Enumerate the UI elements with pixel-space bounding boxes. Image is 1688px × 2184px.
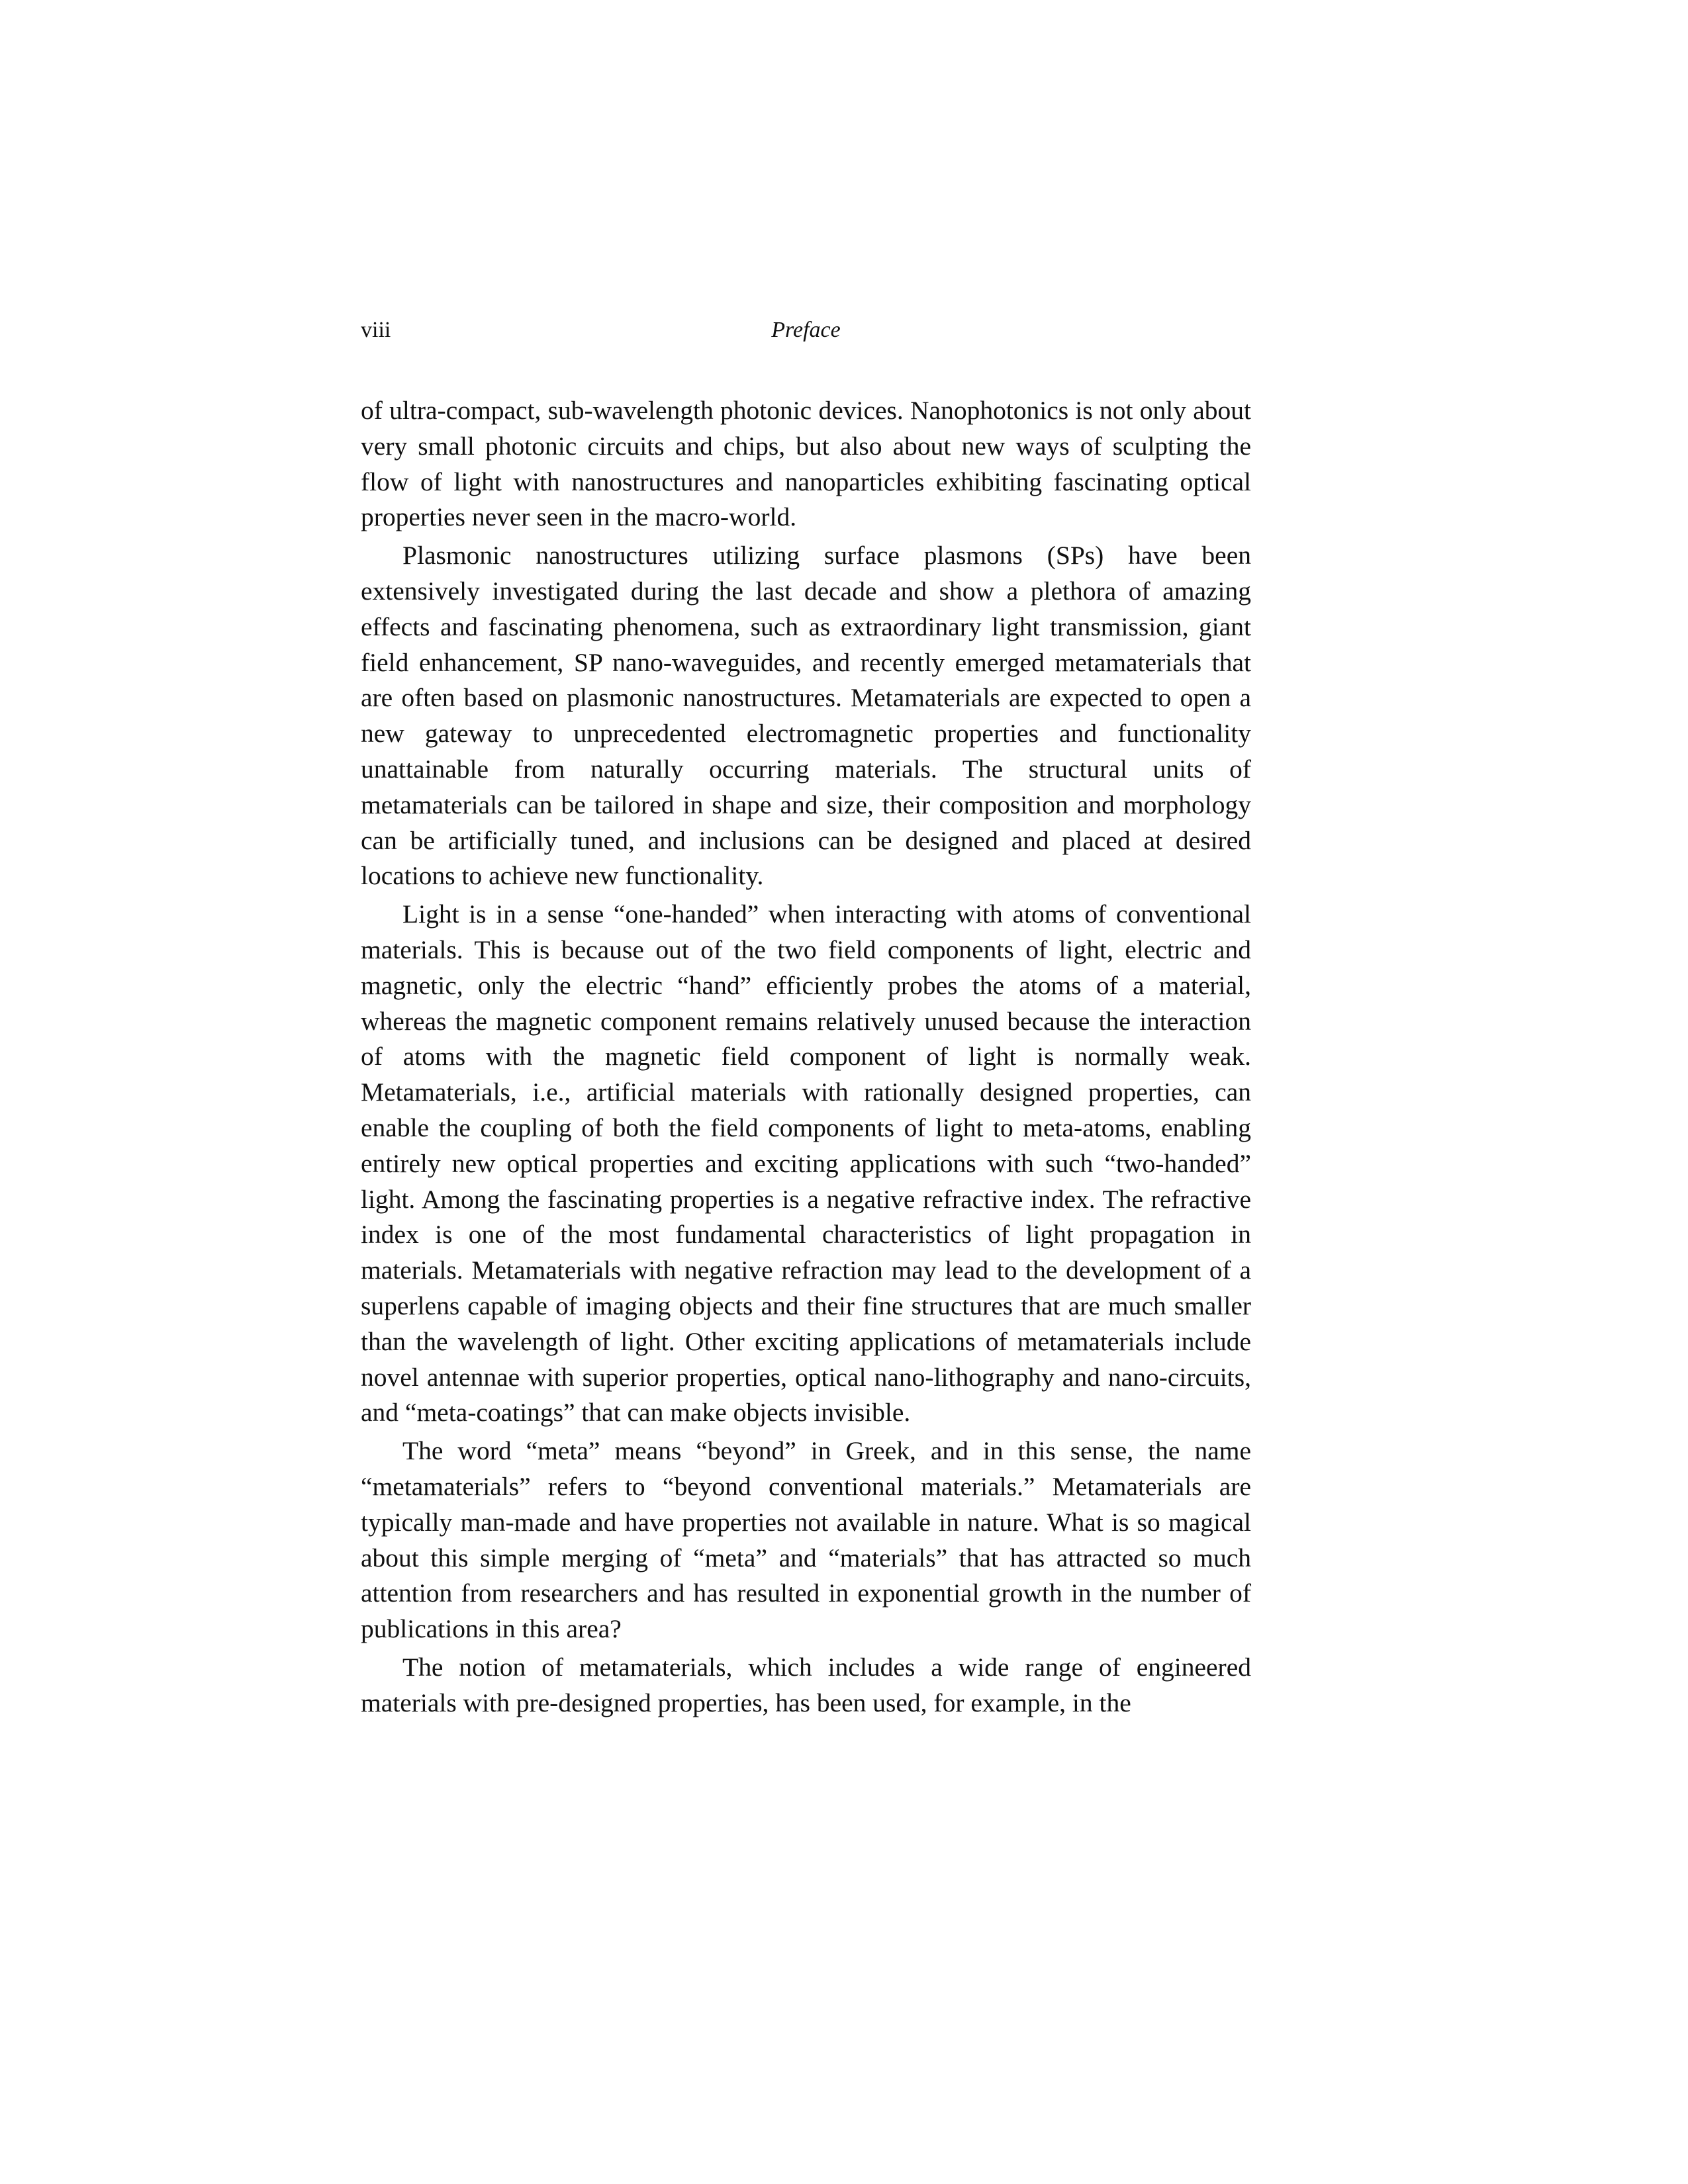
body-text: [361, 393, 1251, 1723]
paragraph-continued: of ultra-compact, sub-wavelength photonic devices. Nanophotonics is not only about very small photonic circuits and chips, but also about new ways of sculpting the flow of light with nanostructures and nanoparticles exhibiting fascinating optical properties never seen in the macro-world.: [361, 396, 1251, 532]
paragraph-meta-meaning: The word “meta” means “beyond” in Greek, and in this sense, the name “metamaterials” refers to “beyond conventional materials.” Metamaterials are typically man-made and have properties not available in nature. What is so magical about this simple merging of “meta” and “materials” that has attracted so much attention from researchers and has resulted in exponential growth in the number of publications in this area?: [361, 1436, 1251, 1644]
page-header: [361, 318, 1251, 357]
paragraph-plasmonic-nanostructures: Plasmonic nanostructures utilizing surface plasmons (SPs) have been extensively investigated during the last decade and show a plethora of amazing effects and fascinating phenomena, such as extraordinary light transmission, giant field enhancement, SP nano-waveguides, and recently emerged metamaterials that are often based on plasmonic nanostructures. Metamaterials are expected to open a new gateway to unprecedented electromagnetic properties and functionality unattainable from naturally occurring materials. The structural units of metamaterials can be tailored in shape and size, their composition and morphology can be artificially tuned, and inclusions can be designed and placed at desired locations to achieve new functionality.: [361, 541, 1251, 891]
paragraph-one-handed-light: Light is in a sense “one-handed” when interacting with atoms of conventional materials. This is because out of the two field components of light, electric and magnetic, only the electric “hand” efficiently probes the atoms of a material, whereas the magnetic component remains relatively unused because the interaction of atoms with the magnetic field component of light is normally weak. Metamaterials, i.e., artificial materials with rationally designed properties, can enable the coupling of both the field components of light to meta-atoms, enabling entirely new optical properties and exciting applications with such “two-handed” light. Among the fascinating properties is a negative refractive index. The refractive index is one of the most fundamental characteristics of light propagation in materials. Metamaterials with negative refraction may lead to the development of a superlens capable of imaging objects and their fine structures that are much smaller than the wavelength of light. Other exciting applications of metamaterials include novel antennae with superior properties, optical nano-lithography and nano-circuits, and “meta-coatings” that can make objects invisible.: [361, 899, 1251, 1428]
running-head: Preface: [771, 318, 841, 342]
page-number: viii: [361, 318, 391, 342]
paragraph-notion-of-metamaterials: The notion of metamaterials, which includes a wide range of engineered materials with pre-designed properties, has been used, for example, in the: [361, 1652, 1251, 1717]
